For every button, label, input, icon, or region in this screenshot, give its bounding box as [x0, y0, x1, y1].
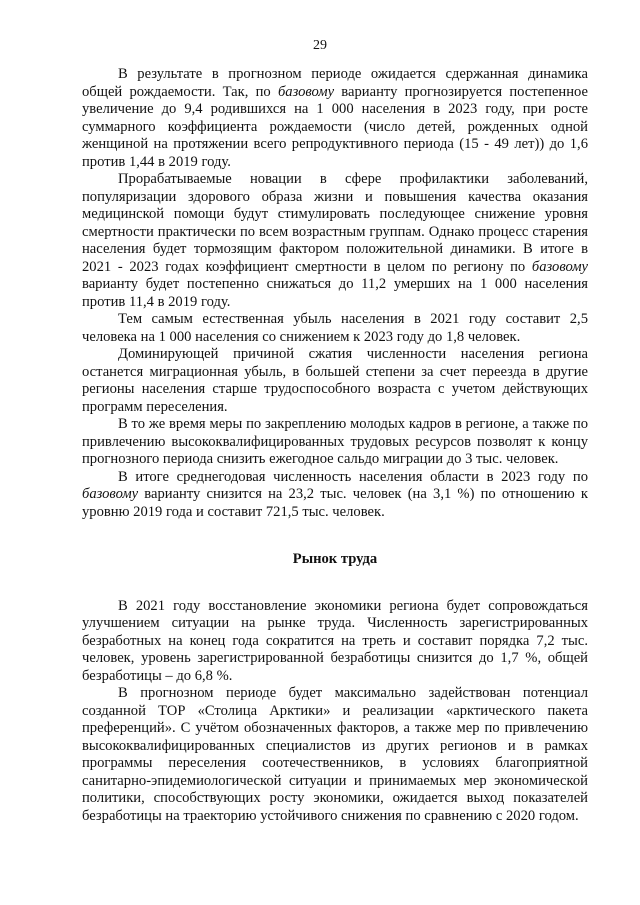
paragraph-text: В итоге среднегодовая численность населения области в 2023 году по [118, 468, 588, 485]
paragraph-migration-loss [82, 346, 588, 416]
section-heading: Рынок труда [292, 551, 378, 567]
paragraph-forecast-period [82, 685, 588, 825]
paragraph-birth-rate [82, 66, 588, 171]
emphasis-text: базовому [277, 83, 335, 100]
emphasis-text: базовому [531, 258, 588, 275]
paragraph-labor-market-2021 [82, 598, 588, 686]
document-body [82, 66, 588, 825]
paragraph-text: В 2021 году восстановление экономики региона будет сопровождаться улучшением ситуации на рынке труда. Численность зарегистрированных безработных на конец года сократится на треть и составит порядка 7,2 тыс. человек, уровень зарегистрированной безработицы снизится до 1,7 %, общей безработицы – до 6,8 %. [82, 597, 588, 684]
paragraph-young-workforce [82, 416, 588, 469]
paragraph-text: В результате в прогнозном периоде ожидается сдержанная динамика общей рождаемости. Так, по [82, 66, 588, 100]
paragraph-average-population [82, 469, 588, 522]
page-number: 29 [313, 38, 327, 53]
paragraph-natural-decline [82, 311, 588, 346]
paragraph-text: Доминирующей причиной сжатия численности населения региона останется миграционная убыль, в большей степени за счет переезда в другие регионы населения старше трудоспособного возраста с учетом действующих программ переселения. [82, 346, 588, 415]
paragraph-text: варианту снизится на 23,2 тыс. человек (на 3,1 %) по отношению к уровню 2019 года и составит 721,5 тыс. человек. [82, 486, 588, 520]
paragraph-text: варианту прогнозируется постепенное увеличение до 9,4 родившихся на 1 000 населения в 2023 году, при росте суммарного коэффициента рождаемости (число детей, рожденных одной женщиной на протяжении всего репродуктивного периода (15 - 49 лет)) до 1,6 против 1,44 в 2019 году. [82, 83, 588, 170]
emphasis-text: базовому [82, 486, 139, 502]
paragraph-mortality [82, 171, 588, 311]
paragraph-text: В то же время меры по закреплению молодых кадров в регионе, а также по привлечению высококвалифицированных трудовых ресурсов позволят к концу прогнозного периода снизить ежегодное сальдо миграции до 3 тыс. человек. [82, 416, 588, 467]
paragraph-text: Тем самым естественная убыль населения в 2021 году составит 2,5 человека на 1 000 населения со снижением к 2023 году до 1,8 человек. [82, 311, 588, 345]
paragraph-text: варианту будет постепенно снижаться до 11,2 умерших на 1 000 населения против 11,4 в 2019 году. [82, 276, 588, 310]
paragraph-text: Прорабатываемые новации в сфере профилактики заболеваний, популяризации здорового образа жизни и повышения качества оказания медицинской помощи будут стимулировать последующее снижение уровня смертности практически по всем возрастным группам. Однако процесс старения населения будет тормозящим фактором положительной динамики. В итоге в 2021 - 2023 годах коэффициент смертности в целом по региону по [82, 171, 588, 275]
paragraph-text: В прогнозном периоде будет максимально задействован потенциал созданной ТОР «Столица Арктики» и реализации «арктического пакета преференций». С учётом обозначенных факторов, а также мер по привлечению высококвалифицированных специалистов из других регионов и в рамках программы переселения соотечественников, в условиях благоприятной санитарно-эпидемиологической ситуации и принимаемых мер экономической политики, способствующих росту экономики, ожидается выход показателей безработицы на траекторию устойчивого снижения по сравнению с 2020 годом. [82, 685, 588, 824]
